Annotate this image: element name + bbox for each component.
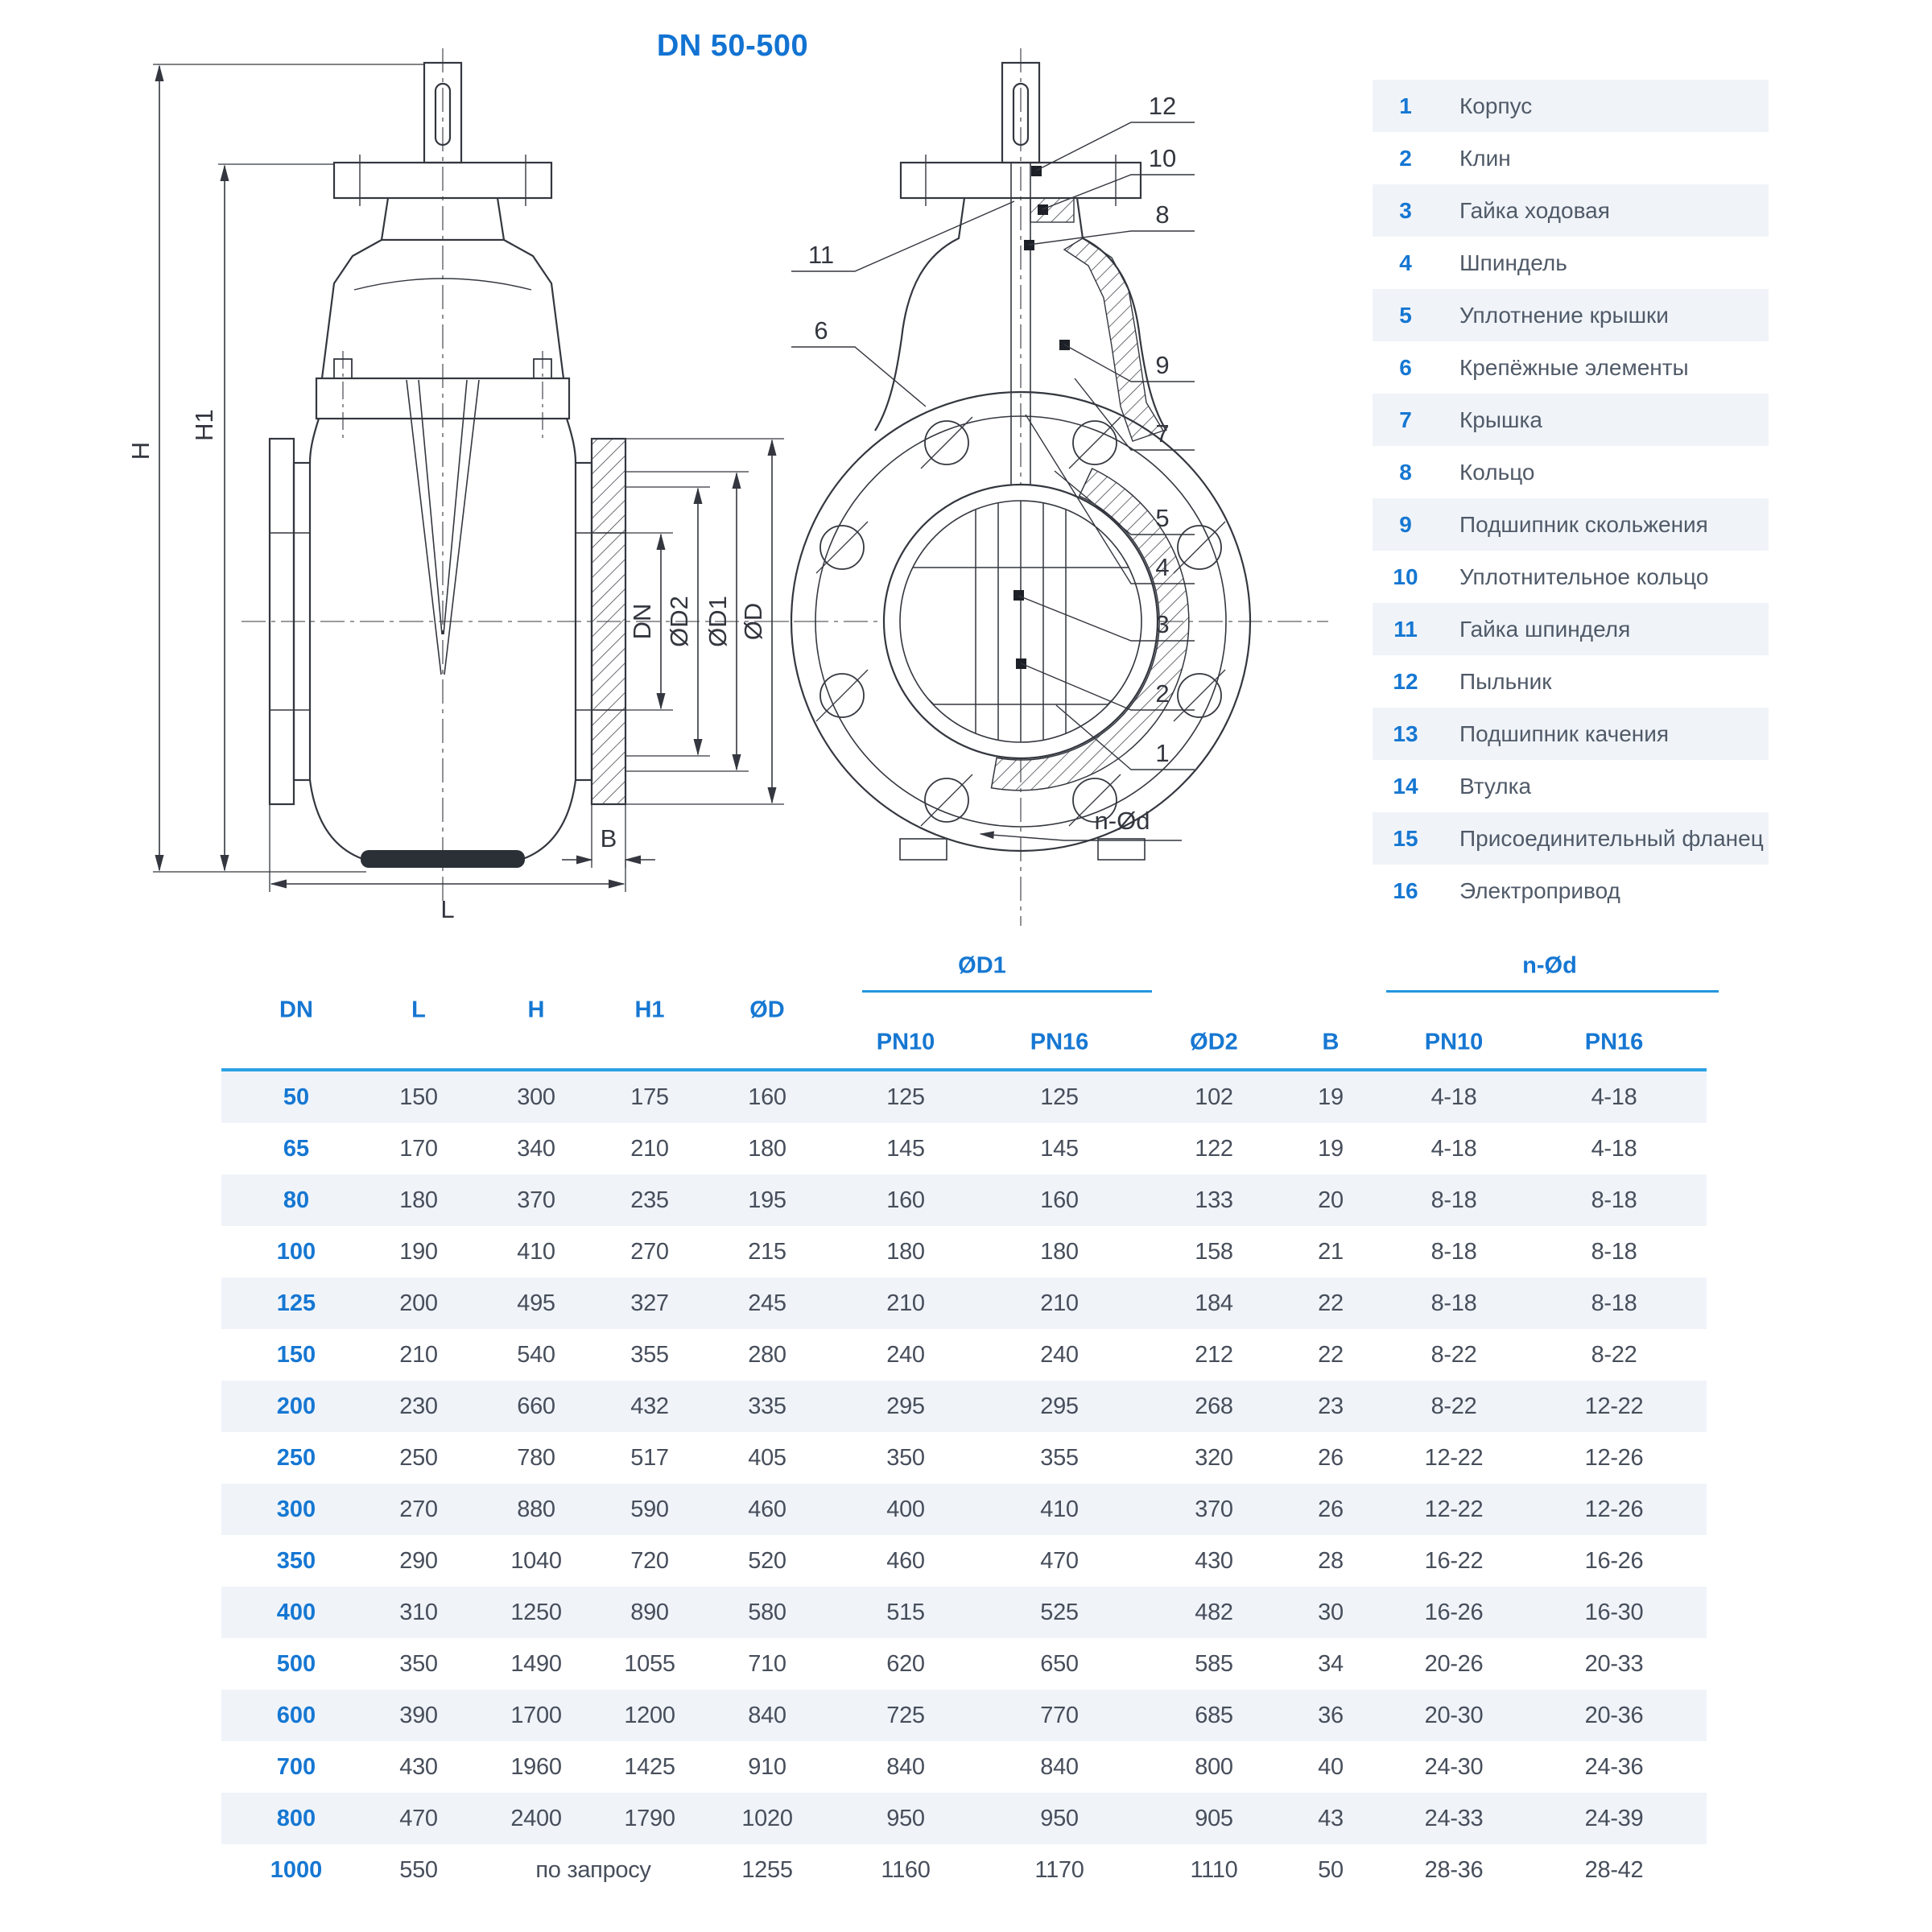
cell-od1_pn10: 145 — [886, 1136, 925, 1162]
table-row — [221, 1278, 1707, 1329]
part-number: 12 — [1393, 669, 1418, 694]
cell-l: 150 — [399, 1084, 438, 1110]
part-row — [1373, 289, 1769, 341]
part-number: 7 — [1399, 407, 1412, 432]
part-label: Кольцо — [1459, 460, 1535, 485]
cell-od2: 482 — [1195, 1600, 1233, 1625]
cell-od1_pn10: 460 — [886, 1548, 925, 1574]
cell-l: 250 — [399, 1445, 438, 1471]
cell-od1_pn10: 240 — [886, 1342, 925, 1368]
cell-od1_pn16: 650 — [1040, 1651, 1079, 1677]
dim-label-b: B — [600, 824, 617, 852]
col-header-n-od-pn16: PN16 — [1584, 1029, 1644, 1055]
part-label: Клин — [1459, 146, 1511, 171]
cell-h: 2400 — [510, 1806, 562, 1831]
col-header-b: B — [1322, 1029, 1340, 1055]
cell-od: 580 — [748, 1600, 786, 1625]
cell-od: 245 — [748, 1290, 786, 1316]
cell-h: 880 — [517, 1496, 555, 1522]
cell-dn: 50 — [283, 1084, 310, 1110]
cell-od: 710 — [748, 1651, 786, 1677]
cell-l: 550 — [399, 1857, 438, 1883]
col-header-od: ØD — [749, 997, 785, 1023]
table-row — [221, 1381, 1707, 1432]
cell-h: 1040 — [510, 1548, 562, 1574]
cell-dn: 300 — [276, 1496, 316, 1522]
part-label: Пыльник — [1459, 669, 1552, 694]
cell-dn: 600 — [276, 1703, 316, 1728]
cell-b: 26 — [1318, 1496, 1344, 1522]
part-row — [1373, 655, 1769, 708]
part-number: 5 — [1399, 303, 1412, 328]
cell-dn: 700 — [276, 1754, 316, 1780]
cell-od1_pn16: 470 — [1040, 1548, 1079, 1574]
cell-od: 195 — [748, 1187, 786, 1213]
table-row — [221, 1535, 1707, 1587]
cell-od: 280 — [748, 1342, 786, 1368]
cell-dn: 500 — [276, 1651, 316, 1677]
part-row — [1373, 708, 1769, 760]
cell-od2: 268 — [1195, 1393, 1233, 1419]
cell-h: 495 — [517, 1290, 555, 1316]
cell-b: 28 — [1318, 1548, 1344, 1574]
cell-nod_pn10: 8-22 — [1430, 1393, 1477, 1419]
cell-od: 180 — [748, 1136, 786, 1162]
cell-b: 34 — [1318, 1651, 1344, 1677]
cell-h: 410 — [517, 1239, 555, 1265]
n-od-group-underline — [1386, 990, 1719, 993]
cell-od: 1020 — [741, 1806, 793, 1831]
part-label: Крепёжные элементы — [1459, 355, 1689, 380]
left-view-dim-labels — [126, 409, 767, 923]
cell-od: 215 — [748, 1239, 786, 1265]
table-row — [221, 1226, 1707, 1278]
col-header-dn: DN — [279, 997, 313, 1023]
cell-od: 910 — [748, 1754, 786, 1780]
callout-7: 7 — [1155, 419, 1170, 448]
table-row — [221, 1484, 1707, 1535]
col-header-od1-pn16: PN16 — [1030, 1029, 1089, 1055]
part-label: Крышка — [1459, 407, 1542, 432]
cell-b: 22 — [1318, 1342, 1344, 1368]
cell-od2: 585 — [1195, 1651, 1233, 1677]
cell-nod_pn10: 4-18 — [1430, 1084, 1477, 1110]
cell-h1: 270 — [630, 1239, 669, 1265]
part-row — [1373, 341, 1769, 394]
cell-nod_pn10: 24-30 — [1424, 1754, 1484, 1780]
part-label: Подшипник скольжения — [1459, 512, 1708, 537]
cell-h1: 235 — [630, 1187, 669, 1213]
cell-od1_pn16: 525 — [1040, 1600, 1079, 1625]
left-view-dimensions — [153, 64, 784, 892]
cell-h: 1700 — [510, 1703, 562, 1728]
cell-od1_pn10: 840 — [886, 1754, 925, 1780]
part-number: 16 — [1393, 878, 1418, 903]
part-number: 13 — [1393, 721, 1418, 746]
cell-h1: 432 — [630, 1393, 669, 1419]
callout-5: 5 — [1155, 504, 1170, 532]
dim-label-h1: H1 — [190, 409, 218, 441]
part-label: Гайка шпинделя — [1459, 617, 1631, 642]
callout-n-od: n-Ød — [1094, 807, 1150, 835]
cell-h: 780 — [517, 1445, 555, 1471]
col-header-h1: H1 — [634, 997, 665, 1023]
cell-od: 335 — [748, 1393, 786, 1419]
cell-h1: 210 — [630, 1136, 669, 1162]
cell-od2: 122 — [1195, 1136, 1233, 1162]
col-header-od1-pn10: PN10 — [876, 1029, 935, 1055]
table-row — [221, 1690, 1707, 1741]
cell-od1_pn16: 355 — [1040, 1445, 1079, 1471]
cell-b: 43 — [1318, 1806, 1344, 1831]
dim-label-od2: ØD2 — [665, 596, 693, 647]
part-row — [1373, 132, 1769, 184]
cell-od1_pn10: 180 — [886, 1239, 925, 1265]
cell-l: 170 — [399, 1136, 438, 1162]
cell-dn: 1000 — [270, 1857, 323, 1883]
cell-od: 405 — [748, 1445, 786, 1471]
left-view-section — [242, 48, 813, 906]
cell-od2: 1110 — [1190, 1857, 1238, 1883]
part-row — [1373, 394, 1769, 446]
cell-od1_pn10: 950 — [886, 1806, 925, 1831]
col-header-od2: ØD2 — [1190, 1029, 1238, 1055]
table-row — [221, 1071, 1707, 1123]
table-row — [221, 1793, 1707, 1844]
part-label: Присоединительный фланец — [1459, 826, 1764, 851]
part-row — [1373, 865, 1769, 917]
cell-nod_pn16: 12-22 — [1584, 1393, 1644, 1419]
cell-od1_pn16: 295 — [1040, 1393, 1079, 1419]
col-header-l: L — [411, 997, 426, 1023]
cell-od2: 800 — [1195, 1754, 1233, 1780]
cell-od1_pn16: 950 — [1040, 1806, 1079, 1831]
cell-nod_pn16: 8-22 — [1591, 1342, 1637, 1368]
cell-dn: 65 — [283, 1136, 310, 1162]
page-title: DN 50-500 — [656, 29, 809, 63]
callout-12: 12 — [1148, 92, 1177, 120]
cell-l: 270 — [399, 1496, 438, 1522]
cell-h1: 590 — [630, 1496, 669, 1522]
cell-od1_pn10: 210 — [886, 1290, 925, 1316]
col-group-od1: ØD1 — [958, 952, 1006, 979]
cell-nod_pn16: 24-39 — [1584, 1806, 1644, 1831]
cell-nod_pn16: 20-36 — [1584, 1703, 1644, 1728]
cell-dn: 100 — [276, 1239, 316, 1265]
cell-od2: 430 — [1195, 1548, 1233, 1574]
part-label: Уплотнительное кольцо — [1459, 564, 1709, 589]
part-number: 14 — [1393, 774, 1418, 799]
cell-od1_pn16: 240 — [1040, 1342, 1079, 1368]
part-row — [1373, 760, 1769, 812]
cell-nod_pn10: 8-18 — [1430, 1239, 1477, 1265]
cell-nod_pn16: 4-18 — [1591, 1084, 1637, 1110]
part-number: 11 — [1393, 617, 1418, 642]
part-row — [1373, 498, 1769, 551]
cell-h1: 1055 — [624, 1651, 675, 1677]
part-row — [1373, 237, 1769, 289]
cell-h: 660 — [517, 1393, 555, 1419]
part-label: Втулка — [1459, 774, 1532, 799]
cell-od2: 158 — [1195, 1239, 1233, 1265]
cell-od: 160 — [748, 1084, 786, 1110]
cell-nod_pn16: 8-18 — [1591, 1290, 1637, 1316]
cell-l: 210 — [399, 1342, 438, 1368]
cell-h1: 517 — [630, 1445, 669, 1471]
col-header-n-od-pn10: PN10 — [1424, 1029, 1484, 1055]
col-group-n-od: n-Ød — [1522, 952, 1577, 979]
cell-od: 840 — [748, 1703, 786, 1728]
cell-l: 310 — [399, 1600, 438, 1625]
cell-od1_pn10: 350 — [886, 1445, 925, 1471]
cell-od1_pn16: 770 — [1040, 1703, 1079, 1728]
cell-od1_pn10: 620 — [886, 1651, 925, 1677]
part-label: Подшипник качения — [1459, 721, 1670, 746]
cell-od: 460 — [748, 1496, 786, 1522]
cell-nod_pn16: 12-26 — [1584, 1445, 1644, 1471]
cell-dn: 125 — [276, 1290, 316, 1316]
cell-nod_pn16: 20-33 — [1584, 1651, 1644, 1677]
cell-h1: 720 — [630, 1548, 669, 1574]
cell-l: 430 — [399, 1754, 438, 1780]
cell-h: 540 — [517, 1342, 555, 1368]
cell-l: 470 — [399, 1806, 438, 1831]
cell-od: 520 — [748, 1548, 786, 1574]
cell-nod_pn10: 28-36 — [1424, 1857, 1484, 1883]
cell-nod_pn16: 28-42 — [1584, 1857, 1644, 1883]
cell-od2: 370 — [1195, 1496, 1233, 1522]
cell-od1_pn10: 295 — [886, 1393, 925, 1419]
cell-l: 190 — [399, 1239, 438, 1265]
part-row — [1373, 812, 1769, 865]
cell-od1_pn16: 410 — [1040, 1496, 1079, 1522]
table-row — [221, 1587, 1707, 1638]
table-row — [221, 1638, 1707, 1690]
part-label: Корпус — [1459, 93, 1533, 118]
cell-l: 390 — [399, 1703, 438, 1728]
part-label: Уплотнение крышки — [1459, 303, 1669, 328]
callout-2: 2 — [1155, 679, 1170, 708]
cell-h1: 327 — [630, 1290, 669, 1316]
callout-11: 11 — [807, 241, 835, 269]
cell-h1: 1200 — [624, 1703, 675, 1728]
cell-nod_pn16: 4-18 — [1591, 1136, 1637, 1162]
parts-list — [1373, 80, 1769, 917]
dim-label-h: H — [126, 441, 155, 460]
cell-h1: 1790 — [624, 1806, 675, 1831]
od1-group-underline — [862, 990, 1152, 993]
cell-od2: 184 — [1195, 1290, 1233, 1316]
dim-label-dn: DN — [628, 603, 656, 640]
dim-label-od1: ØD1 — [704, 596, 732, 647]
table-row — [221, 1741, 1707, 1793]
table-row — [221, 1329, 1707, 1381]
cell-od2: 102 — [1195, 1084, 1233, 1110]
cell-nod_pn10: 12-22 — [1424, 1496, 1484, 1522]
cell-od1_pn16: 180 — [1040, 1239, 1079, 1265]
cell-od1_pn10: 160 — [886, 1187, 925, 1213]
cell-nod_pn16: 24-36 — [1584, 1754, 1644, 1780]
cell-od1_pn16: 145 — [1040, 1136, 1079, 1162]
table-row — [221, 1844, 1707, 1896]
cell-nod_pn16: 16-26 — [1584, 1548, 1644, 1574]
cell-dn: 150 — [276, 1342, 316, 1368]
cell-h: 1490 — [510, 1651, 562, 1677]
cell-nod_pn10: 24-33 — [1424, 1806, 1484, 1831]
cell-od2: 685 — [1195, 1703, 1233, 1728]
cell-b: 19 — [1318, 1084, 1344, 1110]
cell-h: 300 — [517, 1084, 555, 1110]
callout-10: 10 — [1148, 144, 1177, 172]
cell-od2: 212 — [1195, 1342, 1233, 1368]
part-row — [1373, 80, 1769, 132]
dim-label-od: ØD — [739, 602, 767, 641]
cell-l: 200 — [399, 1290, 438, 1316]
cell-dn: 250 — [276, 1445, 316, 1471]
cell-h-h1-merged: по запросу — [535, 1857, 651, 1883]
cell-h: 1250 — [510, 1600, 562, 1625]
part-number: 10 — [1393, 564, 1418, 589]
cell-nod_pn10: 8-18 — [1430, 1187, 1477, 1213]
right-view-front — [765, 48, 1328, 926]
dim-label-l: L — [440, 895, 455, 923]
part-number: 3 — [1399, 198, 1412, 223]
cell-od1_pn16: 160 — [1040, 1187, 1079, 1213]
cell-h1: 1425 — [624, 1754, 675, 1780]
cell-b: 23 — [1318, 1393, 1344, 1419]
cell-nod_pn16: 12-26 — [1584, 1496, 1644, 1522]
callout-6: 6 — [814, 316, 828, 345]
cell-nod_pn10: 20-26 — [1424, 1651, 1484, 1677]
cell-dn: 800 — [276, 1806, 316, 1831]
cell-nod_pn10: 12-22 — [1424, 1445, 1484, 1471]
cell-od1_pn10: 515 — [886, 1600, 925, 1625]
part-number: 4 — [1399, 250, 1412, 275]
cell-dn: 80 — [283, 1187, 310, 1213]
cell-b: 36 — [1318, 1703, 1344, 1728]
callout-4: 4 — [1155, 553, 1170, 581]
part-label: Гайка ходовая — [1459, 198, 1610, 223]
cell-b: 22 — [1318, 1290, 1344, 1316]
part-row — [1373, 551, 1769, 603]
part-label: Электропривод — [1459, 878, 1620, 903]
cell-dn: 350 — [276, 1548, 316, 1574]
part-number: 1 — [1399, 93, 1412, 118]
cell-od1_pn16: 840 — [1040, 1754, 1079, 1780]
cell-b: 19 — [1318, 1136, 1344, 1162]
cell-dn: 400 — [276, 1600, 316, 1625]
part-number: 9 — [1399, 512, 1412, 537]
cell-h: 340 — [517, 1136, 555, 1162]
cell-b: 30 — [1318, 1600, 1344, 1625]
table-row — [221, 1123, 1707, 1174]
cell-h: 370 — [517, 1187, 555, 1213]
cell-l: 350 — [399, 1651, 438, 1677]
cell-b: 21 — [1318, 1239, 1344, 1265]
cell-nod_pn10: 4-18 — [1430, 1136, 1477, 1162]
cell-b: 50 — [1318, 1857, 1344, 1883]
cell-nod_pn10: 16-26 — [1424, 1600, 1484, 1625]
cell-h: 1960 — [510, 1754, 562, 1780]
cell-b: 20 — [1318, 1187, 1344, 1213]
cell-h1: 355 — [630, 1342, 669, 1368]
callout-1: 1 — [1155, 739, 1170, 767]
cell-nod_pn16: 8-18 — [1591, 1239, 1637, 1265]
part-number: 8 — [1399, 460, 1412, 485]
cell-b: 40 — [1318, 1754, 1344, 1780]
cell-od1_pn10: 725 — [886, 1703, 925, 1728]
cell-nod_pn10: 8-18 — [1430, 1290, 1477, 1316]
cell-od1_pn10: 125 — [886, 1084, 925, 1110]
part-row — [1373, 184, 1769, 237]
callout-8: 8 — [1155, 200, 1170, 229]
col-header-h: H — [527, 997, 545, 1023]
cell-od1_pn16: 210 — [1040, 1290, 1079, 1316]
cell-od1_pn16: 125 — [1040, 1084, 1079, 1110]
cell-h1: 890 — [630, 1600, 669, 1625]
spec-table — [221, 942, 1707, 1900]
cell-od1_pn10: 400 — [886, 1496, 925, 1522]
cell-h1: 175 — [630, 1084, 669, 1110]
cell-nod_pn16: 16-30 — [1584, 1600, 1644, 1625]
part-number: 2 — [1399, 146, 1412, 171]
cell-nod_pn10: 20-30 — [1424, 1703, 1484, 1728]
cell-l: 290 — [399, 1548, 438, 1574]
part-number: 15 — [1393, 826, 1418, 851]
cell-l: 180 — [399, 1187, 438, 1213]
cell-l: 230 — [399, 1393, 438, 1419]
table-row — [221, 1174, 1707, 1226]
part-number: 6 — [1399, 355, 1412, 380]
table-row — [221, 1432, 1707, 1484]
cell-b: 26 — [1318, 1445, 1344, 1471]
cell-od1_pn16: 1170 — [1034, 1857, 1084, 1883]
cell-nod_pn16: 8-18 — [1591, 1187, 1637, 1213]
cell-od2: 133 — [1195, 1187, 1233, 1213]
part-row — [1373, 446, 1769, 498]
callout-9: 9 — [1155, 351, 1170, 379]
part-row — [1373, 603, 1769, 655]
cell-nod_pn10: 8-22 — [1430, 1342, 1477, 1368]
cell-od: 1255 — [741, 1857, 793, 1883]
part-label: Шпиндель — [1459, 250, 1567, 275]
cell-nod_pn10: 16-22 — [1424, 1548, 1484, 1574]
cell-od1_pn10: 1160 — [881, 1857, 931, 1883]
cell-dn: 200 — [276, 1393, 316, 1419]
cell-od2: 905 — [1195, 1806, 1233, 1831]
cell-od2: 320 — [1195, 1445, 1233, 1471]
callout-3: 3 — [1155, 610, 1170, 638]
